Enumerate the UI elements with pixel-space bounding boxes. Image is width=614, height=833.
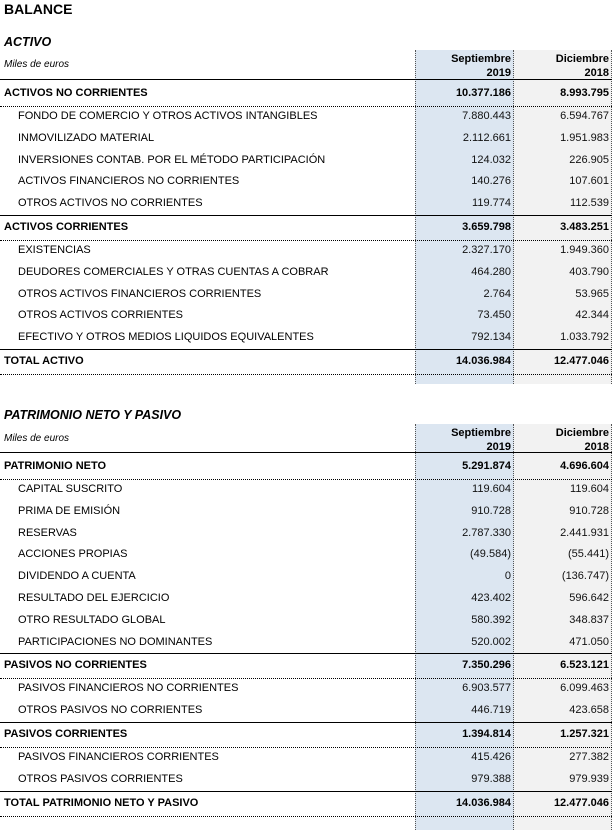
row-value-2019: 14.036.984: [455, 355, 511, 367]
row-label: OTROS ACTIVOS NO CORRIENTES: [18, 197, 203, 210]
row-label: RESERVAS: [18, 526, 77, 539]
table-row: [0, 454, 612, 479]
row-label: TOTAL PATRIMONIO NETO Y PASIVO: [4, 796, 199, 809]
activo-units: Miles de euros: [4, 59, 70, 70]
row-value-2018: 2.441.931: [560, 526, 609, 539]
activo-heading: ACTIVO: [4, 35, 52, 49]
row-value-2019: 520.002: [471, 635, 511, 648]
table-row: [0, 722, 612, 747]
row-label: ACCIONES PROPIAS: [18, 548, 128, 561]
pasivo-units: Miles de euros: [4, 433, 70, 444]
pasivo-heading: PATRIMONIO NETO Y PASIVO: [4, 408, 182, 422]
pasivo-col2-header-line: Diciembre: [555, 427, 609, 439]
pasivo-col1-header-line: Septiembre: [451, 427, 511, 439]
table-row: [0, 81, 612, 106]
table-row: [0, 566, 612, 588]
total-underline: [0, 816, 612, 817]
row-label: PATRIMONIO NETO: [4, 460, 107, 472]
row-label: RESULTADO DEL EJERCICIO: [18, 592, 170, 604]
row-value-2019: 910.728: [471, 504, 511, 517]
row-value-2018: 1.949.360: [560, 244, 609, 256]
row-label: TOTAL ACTIVO: [4, 355, 84, 367]
row-label: FONDO DE COMERCIO Y OTROS ACTIVOS INTANGIBLES: [18, 110, 318, 122]
table-row: [0, 588, 612, 610]
row-value-2018: 53.965: [575, 287, 609, 300]
row-label: OTRO RESULTADO GLOBAL: [18, 613, 166, 626]
row-label: ACTIVOS FINANCIEROS NO CORRIENTES: [18, 175, 240, 188]
row-value-2019: (49.584): [470, 548, 511, 561]
row-value-2018: 596.642: [569, 592, 609, 604]
row-label: OTROS ACTIVOS CORRIENTES: [18, 309, 184, 322]
row-value-2019: 2.112.661: [462, 131, 511, 144]
row-value-2019: 2.787.330: [462, 526, 511, 539]
pasivo-col2-header-line: 2018: [584, 441, 609, 453]
row-value-2018: 403.790: [569, 265, 609, 278]
table-row: [0, 678, 612, 700]
row-label: PASIVOS FINANCIEROS NO CORRIENTES: [18, 682, 239, 695]
table-row: [0, 240, 612, 262]
row-value-2019: 7.350.296: [462, 659, 511, 672]
activo-col2-header-line: 2018: [584, 67, 609, 79]
row-value-2019: 3.659.798: [462, 221, 511, 233]
row-value-2018: 107.601: [569, 175, 609, 188]
table-row: [0, 262, 612, 284]
activo-header-line: [0, 79, 612, 80]
table-row: [0, 284, 612, 306]
row-label: PRIMA DE EMISIÓN: [18, 504, 121, 517]
row-value-2018: (55.441): [568, 548, 609, 561]
row-label: OTROS PASIVOS NO CORRIENTES: [18, 704, 203, 717]
table-row: [0, 653, 612, 678]
pasivo-col1-header-line: 2019: [486, 441, 511, 453]
row-value-2018: 423.658: [569, 704, 609, 717]
row-value-2019: 580.392: [471, 613, 511, 626]
row-value-2018: 6.523.121: [560, 659, 609, 672]
table-row: [0, 327, 612, 349]
table-row: [0, 128, 612, 150]
row-value-2018: 8.993.795: [560, 87, 609, 99]
pasivo-col2-header: [514, 426, 609, 454]
row-value-2019: 0: [504, 570, 511, 583]
row-value-2018: 277.382: [569, 751, 609, 763]
row-value-2019: 119.774: [472, 197, 511, 210]
row-value-2018: 910.728: [569, 504, 609, 517]
row-label: CAPITAL SUSCRITO: [18, 483, 123, 495]
table-row: [0, 349, 612, 374]
row-value-2019: 5.291.874: [462, 460, 511, 472]
row-value-2018: 1.033.792: [560, 331, 609, 344]
row-value-2019: 2.327.170: [462, 244, 511, 256]
row-label: OTROS PASIVOS CORRIENTES: [18, 772, 183, 785]
row-label: PASIVOS FINANCIEROS CORRIENTES: [18, 751, 219, 763]
table-row: [0, 769, 612, 791]
row-value-2019: 73.450: [477, 309, 511, 322]
row-value-2018: 3.483.251: [560, 221, 609, 233]
table-row: [0, 106, 612, 128]
row-value-2019: 140.276: [471, 175, 511, 188]
row-value-2019: 792.134: [471, 331, 511, 344]
row-label: PARTICIPACIONES NO DOMINANTES: [18, 635, 213, 648]
row-value-2019: 119.604: [472, 483, 511, 495]
row-label: EFECTIVO Y OTROS MEDIOS LIQUIDOS EQUIVALENTES: [18, 331, 314, 344]
row-value-2019: 6.903.577: [462, 682, 511, 695]
table-row: [0, 215, 612, 240]
row-label: ACTIVOS NO CORRIENTES: [4, 87, 148, 99]
row-value-2019: 14.036.984: [455, 796, 511, 809]
row-value-2018: 12.477.046: [553, 355, 609, 367]
row-value-2018: 6.099.463: [560, 682, 609, 695]
activo-col1-header-line: Septiembre: [451, 53, 511, 65]
table-row: [0, 791, 612, 816]
table-row: [0, 523, 612, 545]
row-label: EXISTENCIAS: [18, 244, 91, 256]
row-value-2018: 12.477.046: [553, 796, 609, 809]
row-value-2018: 4.696.604: [560, 460, 609, 472]
row-value-2018: 979.939: [569, 772, 609, 785]
row-label: PASIVOS CORRIENTES: [4, 728, 128, 740]
activo-col2-header: [514, 52, 609, 80]
table-row: [0, 479, 612, 501]
table-row: [0, 700, 612, 722]
row-value-2019: 7.880.443: [462, 110, 511, 122]
table-row: [0, 632, 612, 654]
table-row: [0, 193, 612, 215]
row-value-2018: 471.050: [569, 635, 609, 648]
row-label: OTROS ACTIVOS FINANCIEROS CORRIENTES: [18, 287, 262, 300]
row-value-2019: 124.032: [471, 153, 511, 166]
row-value-2018: 6.594.767: [560, 110, 609, 122]
page-title: BALANCE: [4, 1, 73, 17]
total-underline: [0, 374, 612, 375]
activo-col2-header-line: Diciembre: [555, 53, 609, 65]
row-value-2018: 348.837: [569, 613, 609, 626]
row-value-2018: 112.539: [570, 197, 609, 210]
row-value-2018: 42.344: [575, 309, 609, 322]
row-value-2019: 10.377.186: [455, 87, 511, 99]
row-value-2019: 464.280: [471, 265, 511, 278]
activo-col1-header: [415, 52, 511, 80]
pasivo-header-line: [0, 452, 612, 453]
table-row: [0, 305, 612, 327]
row-value-2018: 226.905: [569, 153, 609, 166]
row-value-2018: 1.951.983: [560, 131, 609, 144]
activo-col1-header-line: 2019: [486, 67, 511, 79]
row-label: PASIVOS NO CORRIENTES: [4, 659, 147, 672]
table-row: [0, 501, 612, 523]
row-value-2019: 415.426: [471, 751, 511, 763]
row-value-2019: 446.719: [471, 704, 511, 717]
row-label: ACTIVOS CORRIENTES: [4, 221, 129, 233]
table-row: [0, 171, 612, 193]
row-value-2018: 119.604: [570, 483, 609, 495]
table-row: [0, 544, 612, 566]
row-value-2019: 2.764: [483, 287, 511, 300]
table-row: [0, 610, 612, 632]
row-value-2018: (136.747): [561, 570, 609, 583]
row-label: INVERSIONES CONTAB. POR EL MÉTODO PARTICIPACIÓN: [18, 153, 326, 166]
row-value-2019: 1.394.814: [462, 728, 511, 740]
row-value-2019: 979.388: [471, 772, 511, 785]
pasivo-col1-header: [415, 426, 511, 454]
row-label: INMOVILIZADO MATERIAL: [18, 131, 155, 144]
row-label: DEUDORES COMERCIALES Y OTRAS CUENTAS A COBRAR: [18, 265, 329, 278]
row-value-2018: 1.257.321: [560, 728, 609, 740]
table-row: [0, 150, 612, 172]
row-value-2019: 423.402: [471, 592, 511, 604]
row-label: DIVIDENDO A CUENTA: [18, 570, 136, 583]
table-row: [0, 747, 612, 769]
